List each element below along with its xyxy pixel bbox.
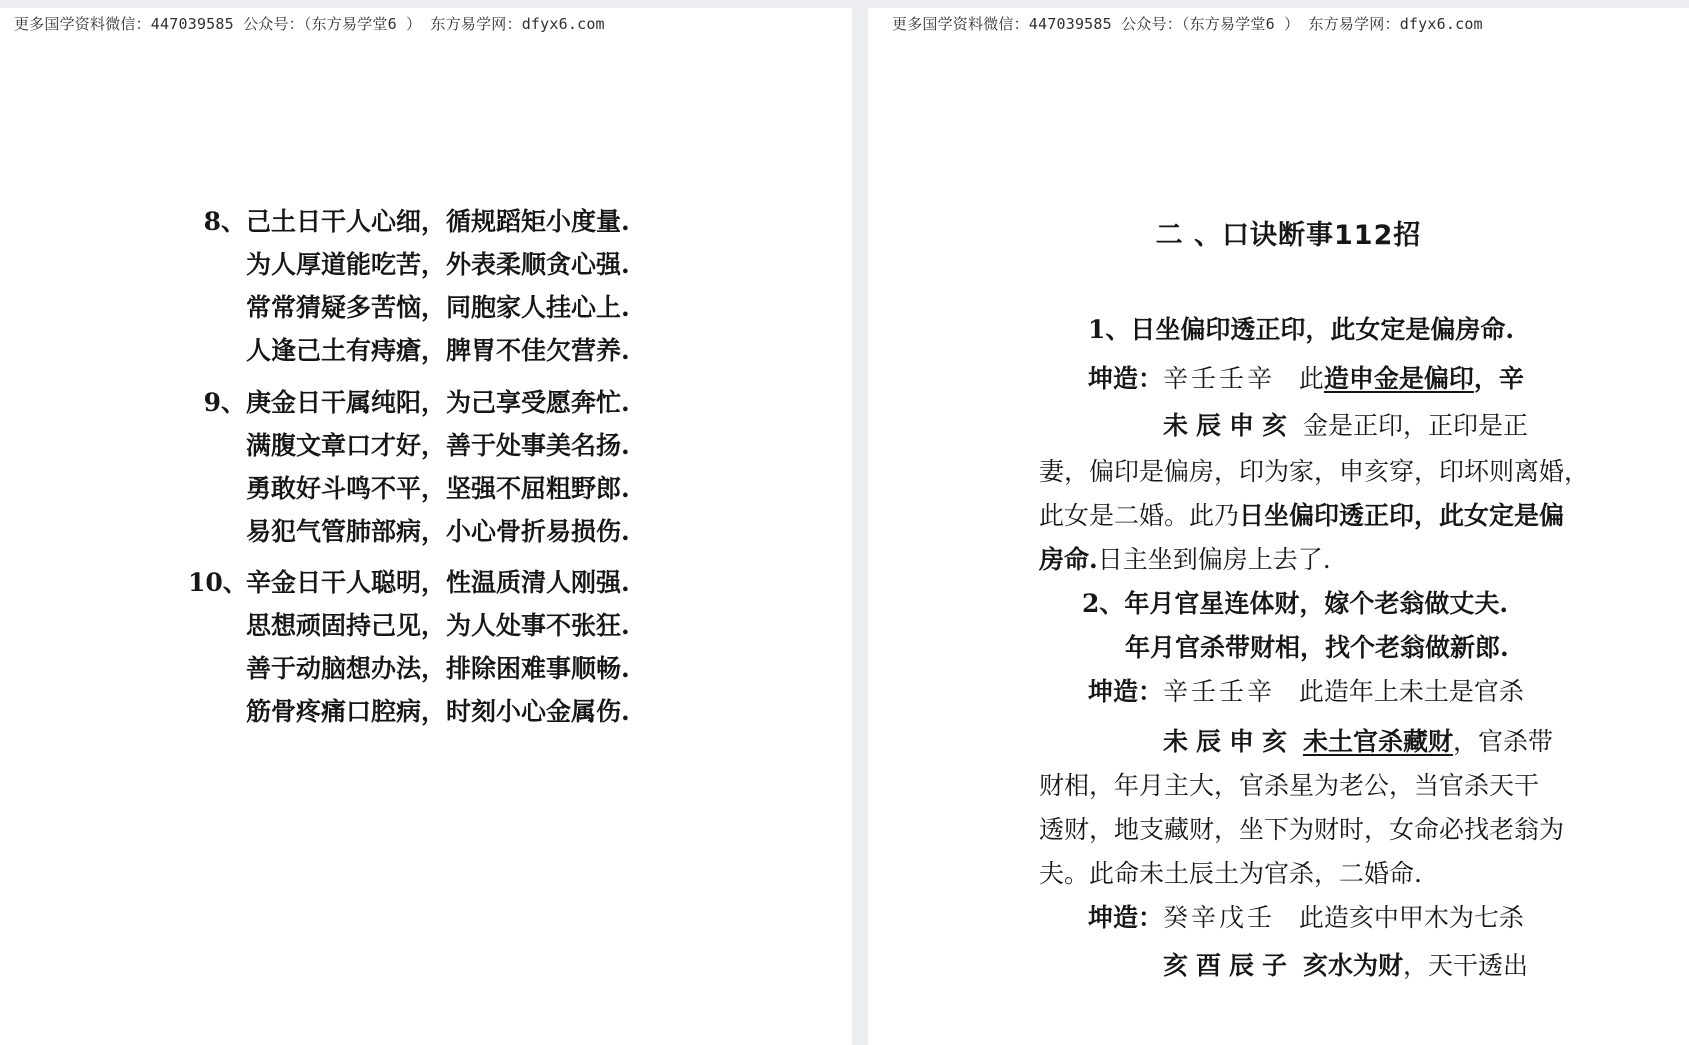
verse-10 [188,561,648,733]
case-note: ，辛 [1473,364,1524,393]
case-note: ，官杀带 [1452,727,1553,756]
verse-line: 己土日干人心细，循规蹈矩小度量. [246,207,630,236]
case-2-paragraph-line: 透财，地支藏财，坐下为财时，女命必找老翁为 [1039,815,1565,844]
case-note: 金是正印，正印是正 [1302,411,1528,440]
case-label: 坤造： [1088,903,1164,932]
earthly-branches: 亥酉辰子 [1163,951,1296,980]
verse-line: 勇敢好斗鸣不平，坚强不屈粗野郎. [246,474,630,503]
verse-8 [188,200,648,372]
paragraph-text: 日主坐到偏房上去了. [1097,545,1331,574]
case-1-branches-line [1163,408,1528,444]
case-2-paragraph-line: 夫。此命未土辰土为官杀，二婚命. [1039,859,1422,888]
case-3-stems-line [1088,900,1524,936]
verse-line: 辛金日干人聪明，性温质清人刚强. [246,568,630,597]
verse-line: 善于动脑想办法，排除困难事顺畅. [246,654,630,683]
heavenly-stems: 辛壬壬辛 [1163,677,1276,706]
case-note: 此造年上未土是官杀 [1298,677,1524,706]
page-left [0,8,852,1045]
case-1-stems-line [1088,361,1524,397]
case-1-paragraph-line: 妻，偏印是偏房，印为家，申亥穿，印坏则离婚， [1039,457,1590,486]
paragraph-text: 此女是二婚。此乃 [1039,501,1240,530]
verse-line: 思想顽固持己见，为人处事不张狂. [246,611,630,640]
case-2-stems-line [1088,674,1524,710]
page-header-watermark: 更多国学资料微信：447039585 公众号：（东方易学堂6 ） 东方易学网：dfyx6.com [14,15,605,33]
case-label: 坤造： [1088,677,1164,706]
verse-number: 8、 [203,207,246,236]
case-note-emphasis: 未土官杀藏财 [1302,727,1453,756]
page-header-watermark: 更多国学资料微信：447039585 公众号：（东方易学堂6 ） 东方易学网：dfyx6.com [892,15,1483,33]
case-note: 此 [1298,364,1324,393]
verse-line: 人逢己土有痔瘡，脾胃不佳欠营养. [246,336,630,365]
earthly-branches: 未辰申亥 [1163,411,1296,440]
verse-line: 满腹文章口才好，善于处事美名扬. [246,431,630,460]
heavenly-stems: 癸辛戊壬 [1163,903,1276,932]
earthly-branches: 未辰申亥 [1163,727,1296,756]
page-right [868,8,1689,1045]
item-1-title: 1、日坐偏印透正印，此女定是偏房命. [1088,315,1515,344]
verse-line: 常常猜疑多苦恼，同胞家人挂心上. [246,293,630,322]
case-2-paragraph-line: 财相，年月主大，官杀星为老公，当官杀天干 [1039,771,1540,800]
case-label: 坤造： [1088,364,1164,393]
verse-line: 易犯气管肺部病，小心骨折易损伤. [246,517,630,546]
case-note: 此造亥中甲木为七杀 [1298,903,1524,932]
verse-number: 9、 [203,388,246,417]
case-note: ，天干透出 [1402,951,1528,980]
heavenly-stems: 辛壬壬辛 [1163,364,1276,393]
case-1-paragraph-line [1039,542,1331,578]
paragraph-emphasis: 日坐偏印透正印，此女定是偏 [1239,501,1565,530]
case-3-branches-line [1163,948,1528,984]
verse-number: 10、 [188,568,248,597]
item-2-title: 2、年月官星连体财，嫁个老翁做丈夫. [1082,589,1509,618]
verse-line: 筋骨疼痛口腔病，时刻小心金属伤. [246,697,630,726]
item-2-subtitle: 年月官杀带财相，找个老翁做新郎. [1125,633,1509,662]
case-note-emphasis: 造申金是偏印 [1323,364,1474,393]
verse-line: 为人厚道能吃苦，外表柔顺贪心强. [246,250,630,279]
paragraph-emphasis: 房命. [1039,545,1098,574]
verse-9 [188,381,648,553]
case-1-paragraph-line [1039,498,1564,534]
verse-line: 庚金日干属纯阳，为己享受愿奔忙. [246,388,630,417]
case-note-emphasis: 亥水为财 [1302,951,1403,980]
section-heading: 二 、口诀断事112招 [1155,220,1422,251]
case-2-branches-line [1163,724,1553,760]
